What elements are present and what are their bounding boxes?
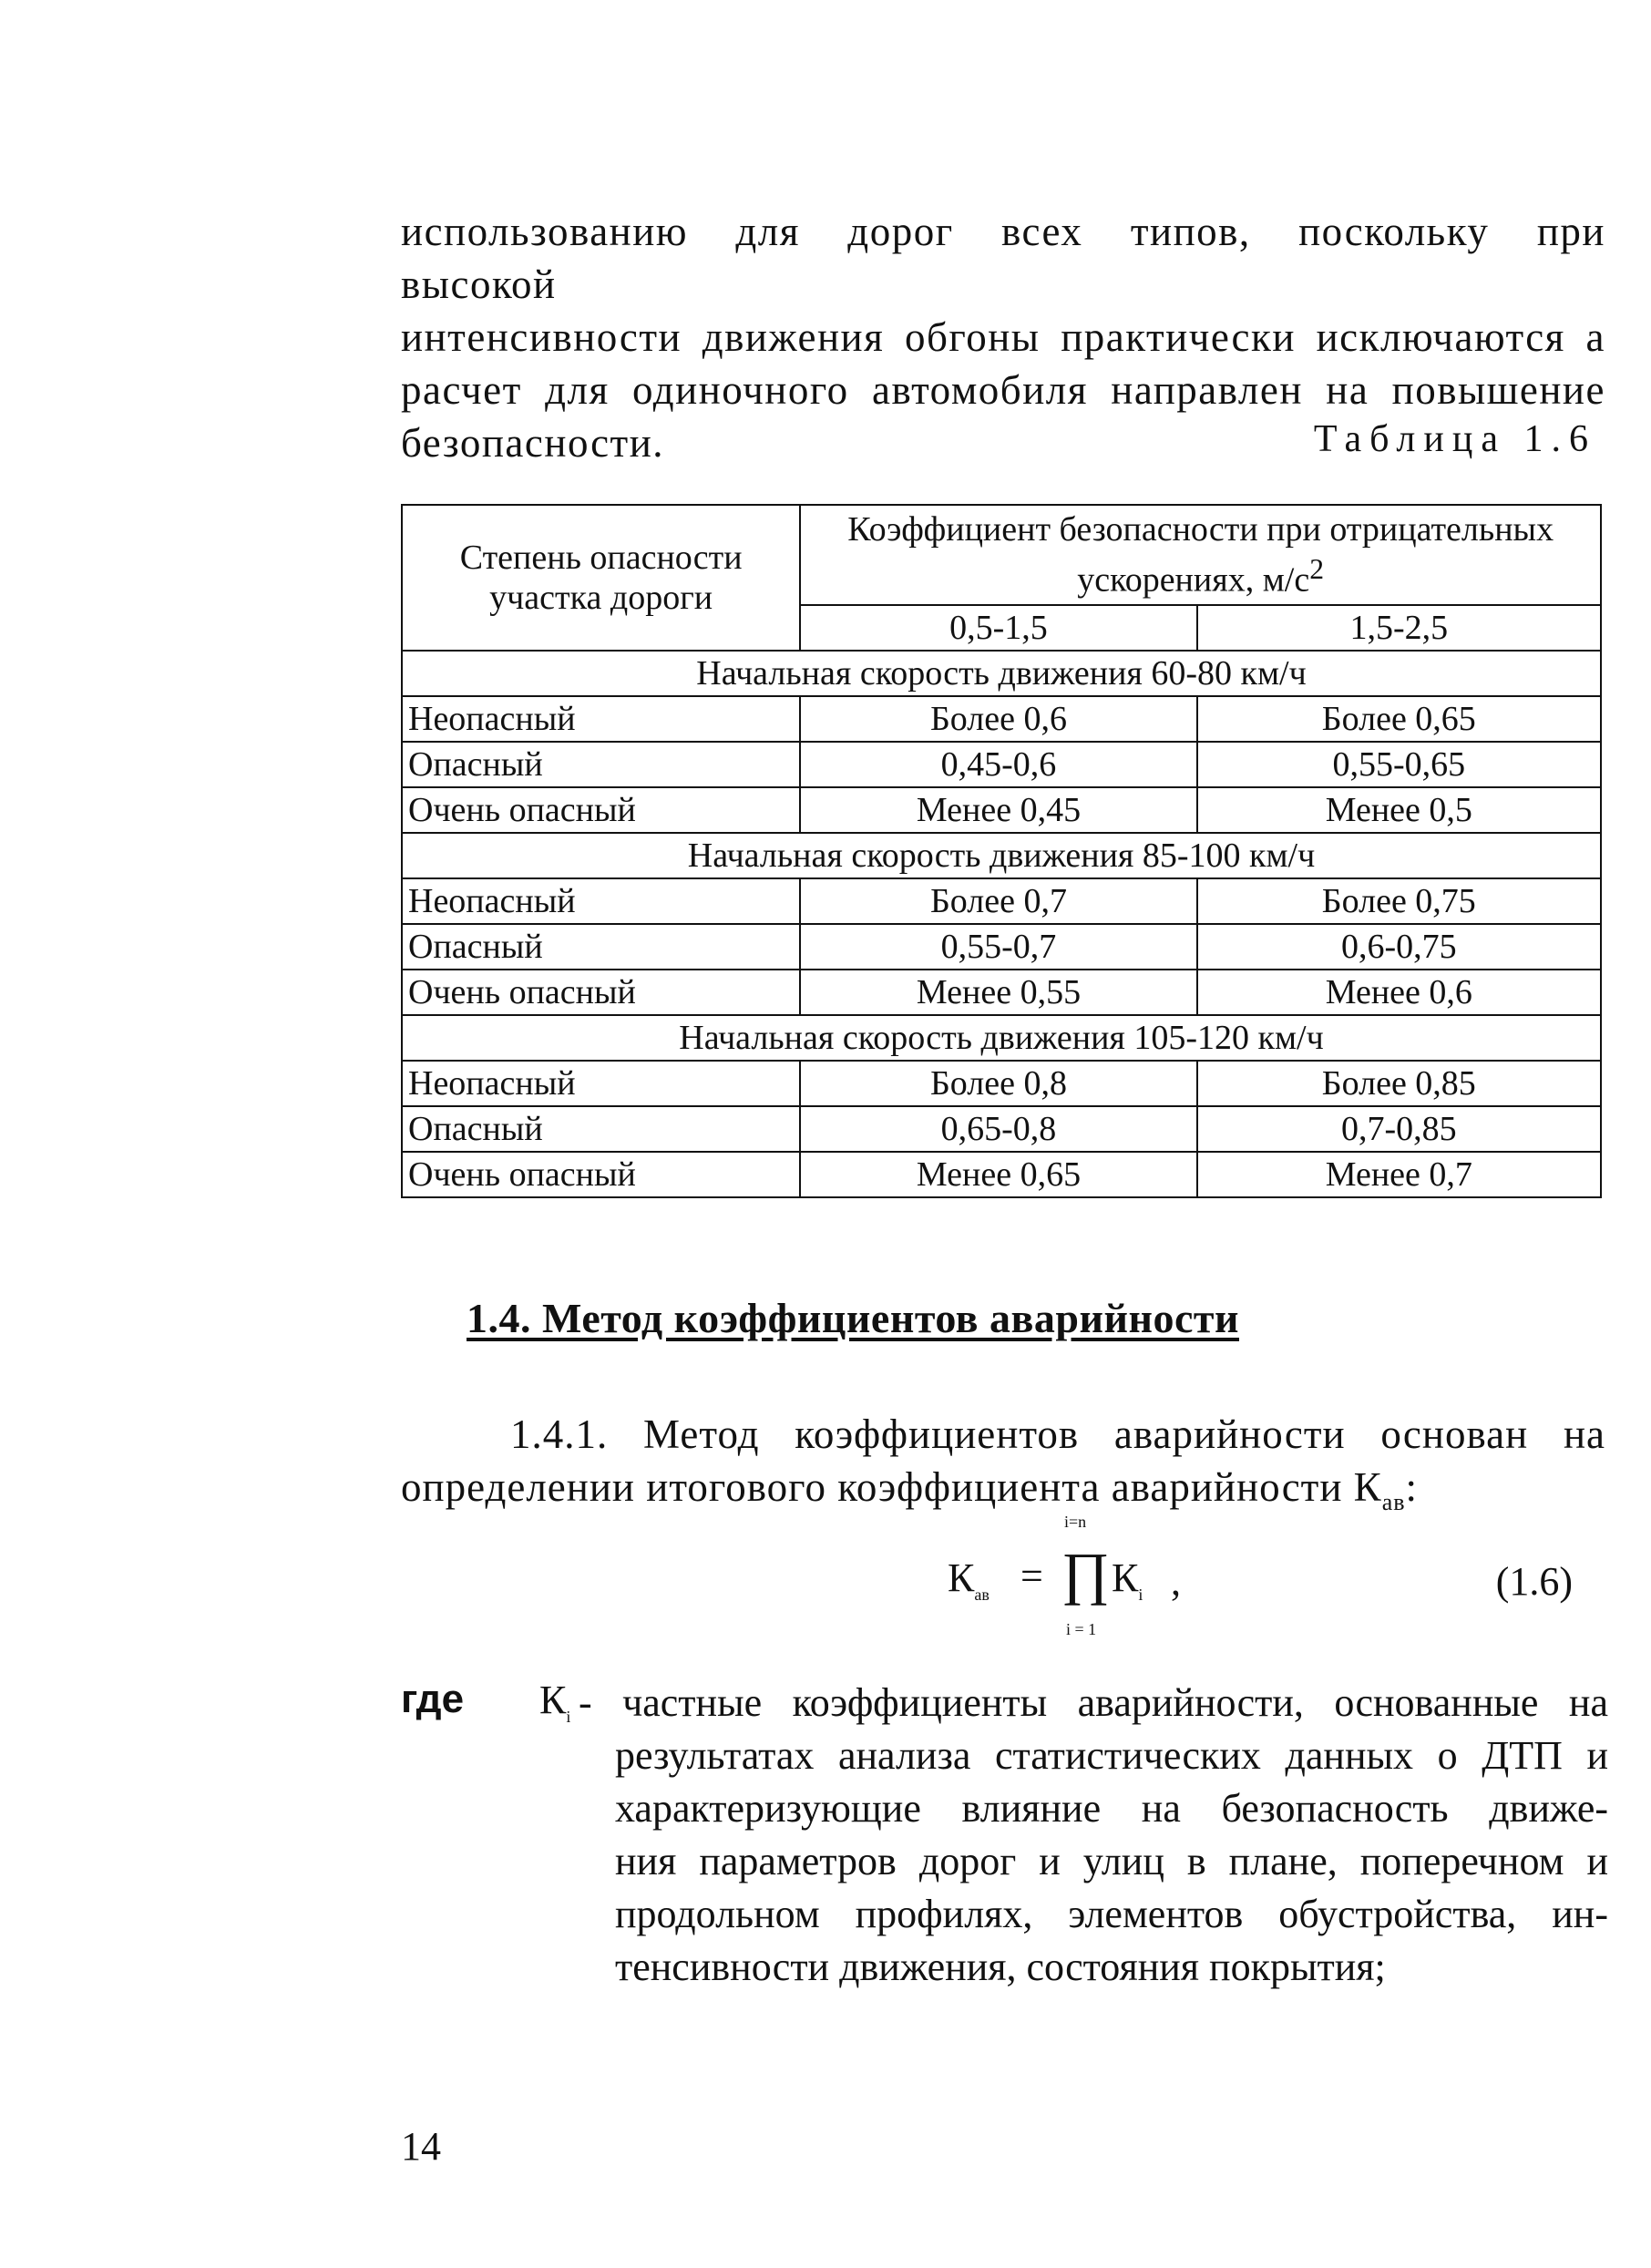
formula-comma: ,	[1171, 1559, 1181, 1604]
cell-category: Очень опасный	[402, 787, 800, 833]
safety-coefficient-table	[401, 504, 1602, 1198]
definition-line: - частные коэффициенты аварийности, основанные на	[579, 1680, 1608, 1725]
cell-value: Более 0,8	[800, 1061, 1196, 1106]
cell-value: Более 0,85	[1197, 1061, 1601, 1106]
table-section-row	[402, 833, 1601, 878]
header-range-1: 0,5-1,5	[800, 605, 1196, 651]
cell-category: Опасный	[402, 742, 800, 787]
cell-value: Менее 0,5	[1197, 787, 1601, 833]
formula-equals: =	[1020, 1554, 1043, 1598]
cell-category: Опасный	[402, 924, 800, 970]
header-group	[800, 505, 1601, 605]
cell-value: Менее 0,45	[800, 787, 1196, 833]
cell-value: Более 0,75	[1197, 878, 1601, 924]
table-row	[402, 878, 1601, 924]
cell-value: Менее 0,65	[800, 1152, 1196, 1197]
definition-line: характеризующие влияние на безопасность движе-	[615, 1786, 1608, 1831]
cell-category: Неопасный	[402, 696, 800, 742]
section-heading	[0, 1294, 1651, 1342]
table-row	[402, 1152, 1601, 1197]
definition-text	[579, 1677, 1608, 1994]
cell-value: 0,55-0,65	[1197, 742, 1601, 787]
definition-line: результатах анализа статистических данных о ДТП и	[615, 1733, 1608, 1778]
formula-lhs-symbol: К	[948, 1555, 975, 1600]
section-title: Начальная скорость движения 85-100 км/ч	[402, 833, 1601, 878]
cell-value: Менее 0,7	[1197, 1152, 1601, 1197]
cell-category: Опасный	[402, 1106, 800, 1152]
paragraph-colon: :	[1405, 1464, 1419, 1510]
definition-term-symbol: К	[539, 1678, 567, 1722]
cell-value: Менее 0,6	[1197, 970, 1601, 1015]
table-row	[402, 924, 1601, 970]
intro-line: использованию для дорог всех типов, поскольку при высокой	[401, 209, 1605, 307]
table-section-row	[402, 1015, 1601, 1061]
section-heading-text: 1.4. Метод коэффициентов аварийности	[467, 1295, 1239, 1341]
table-row	[402, 970, 1601, 1015]
formula-term-symbol: К	[1112, 1555, 1139, 1600]
table-caption: Таблица 1.6	[1313, 418, 1596, 460]
cell-value: Более 0,65	[1197, 696, 1601, 742]
cell-value: 0,55-0,7	[800, 924, 1196, 970]
formula-lower-limit: i = 1	[1066, 1620, 1097, 1638]
cell-value: 0,45-0,6	[800, 742, 1196, 787]
intro-line: безопасности.	[401, 420, 665, 466]
paragraph-line: 1.4.1. Метод коэффициентов аварийности основан на	[510, 1411, 1605, 1457]
cell-value: Менее 0,55	[800, 970, 1196, 1015]
cell-category: Неопасный	[402, 1061, 800, 1106]
formula-term-sub: i	[1138, 1585, 1143, 1604]
table-row	[402, 787, 1601, 833]
method-paragraph	[401, 1408, 1605, 1529]
table-row	[402, 696, 1601, 742]
intro-line: расчет для одиночного автомобиля направлен на повышение	[401, 367, 1605, 413]
cell-category: Неопасный	[402, 878, 800, 924]
section-title: Начальная скорость движения 105-120 км/ч	[402, 1015, 1601, 1061]
table-header-row	[402, 505, 1601, 605]
cell-value: 0,6-0,75	[1197, 924, 1601, 970]
formula-1-6	[948, 1513, 1248, 1649]
table-row	[402, 1061, 1601, 1106]
header-category	[402, 505, 800, 651]
cell-value: 0,65-0,8	[800, 1106, 1196, 1152]
paragraph-subscript: ав	[1381, 1489, 1406, 1515]
cell-category: Очень опасный	[402, 970, 800, 1015]
header-category-label: Степень опасности участка дороги	[459, 538, 743, 617]
formula-product-symbol: ∏	[1061, 1541, 1110, 1606]
cell-value: Более 0,7	[800, 878, 1196, 924]
formula-lhs-sub: ав	[974, 1585, 990, 1604]
formula-upper-limit: i=n	[1064, 1513, 1087, 1531]
definition-where: где	[401, 1677, 465, 1721]
table-section-row	[402, 651, 1601, 696]
definition-term-sub: i	[566, 1707, 571, 1726]
cell-category: Очень опасный	[402, 1152, 800, 1197]
definition-line: тенсивности движения, состояния покрытия;	[615, 1945, 1386, 1989]
cell-value: Более 0,6	[800, 696, 1196, 742]
page-number: 14	[401, 2124, 441, 2169]
section-title: Начальная скорость движения 60-80 км/ч	[402, 651, 1601, 696]
header-group-sup: 2	[1309, 553, 1325, 585]
paragraph-line-text: определении итогового коэффициента аварийности К	[401, 1464, 1382, 1510]
definition-line: ния параметров дорог и улиц в плане, поперечном и	[615, 1839, 1608, 1883]
definition-line: продольном профилях, элементов обустройства, ин-	[615, 1892, 1608, 1936]
table-row	[402, 1106, 1601, 1152]
formula-lhs	[948, 1555, 990, 1605]
table-row	[402, 742, 1601, 787]
definition-term	[539, 1677, 570, 1727]
cell-value: 0,7-0,85	[1197, 1106, 1601, 1152]
header-group-label: Коэффициент безопасности при отрицательных ускорениях, м/с	[847, 510, 1554, 600]
header-range-2: 1,5-2,5	[1197, 605, 1601, 651]
equation-number: (1.6)	[1495, 1559, 1573, 1604]
intro-line: интенсивности движения обгоны практически исключаются а	[401, 314, 1605, 360]
formula-term	[1112, 1555, 1143, 1605]
